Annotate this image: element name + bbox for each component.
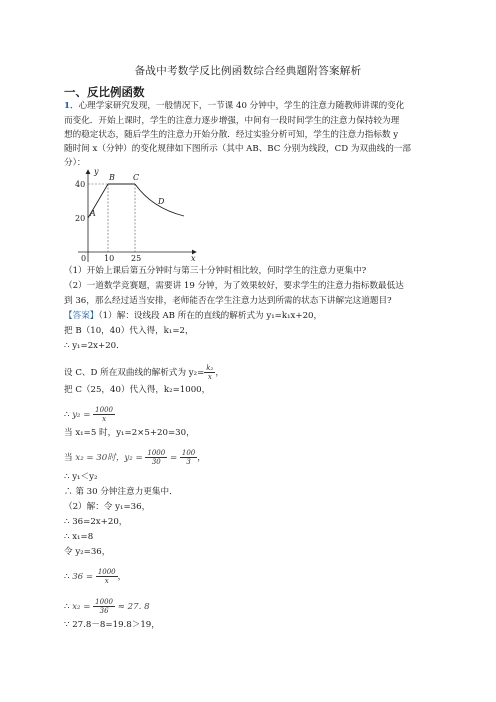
y-tick-label: 20: [75, 214, 86, 223]
fraction-denominator: x: [102, 415, 107, 423]
answer-text: 令 y₂=36，: [64, 547, 111, 557]
fraction-numerator: 100: [181, 449, 196, 457]
fraction-numerator: 1000: [147, 449, 166, 457]
sub-question: （2）一道数学竞赛题，需要讲 19 分钟，为了效果较好，要求学生的注意力指标数最低达: [64, 281, 404, 291]
question-text: 想的稳定状态，随后学生的注意力开始分散．经过实验分析可知，学生的注意力指标数 y: [64, 130, 399, 140]
answer-text: （1）解：设线段 AB 所在的直线的解析式为 y₁=k₁x+20，: [98, 311, 323, 321]
fraction: [180, 449, 197, 466]
fraction-numerator: 1000: [95, 406, 113, 414]
answer-text: ，: [197, 453, 206, 463]
fraction-numerator: k₂: [206, 364, 214, 372]
question-text: 心理学家研究发现，一般情况下，一节课 40 分钟中，学生的注意力随教师讲课的变化: [78, 101, 405, 111]
attention-graph: [72, 166, 202, 266]
section-heading: 一、反比例函数: [64, 85, 145, 99]
answer-line: [64, 449, 206, 466]
y-axis-label: y: [94, 167, 99, 176]
question-text: 而变化．开始上课时，学生的注意力逐步增强，中间有一段时间学生的注意力保持较为理: [64, 116, 400, 126]
x-tick-label: 10: [104, 254, 115, 263]
question-text: 分）：: [64, 158, 86, 168]
fraction-numerator: 1000: [95, 598, 113, 606]
question-number: 1．: [64, 101, 79, 111]
point-label: C: [133, 173, 140, 182]
fraction: [93, 598, 115, 615]
answer-text: ∴ x₁=8: [64, 532, 94, 542]
answer-text: ∴ 第 30 分钟注意力更集中．: [64, 487, 178, 497]
point-label: A: [90, 209, 96, 218]
fraction: [204, 364, 215, 381]
answer-line: [64, 598, 150, 615]
fraction-numerator: 1000: [97, 568, 116, 576]
answer-text: ∴: [64, 572, 70, 582]
x-tick-label: 25: [131, 254, 142, 263]
fraction-denominator: 30: [151, 458, 161, 466]
equation-text: x₂ =: [72, 602, 91, 612]
equation-text: 36 =: [72, 572, 94, 582]
equation-text: ≈ 27. 8: [117, 602, 150, 612]
fraction-denominator: x: [207, 373, 212, 381]
equation-text: x₂ = 30时，y₂ =: [75, 453, 143, 463]
answer-text: ，: [215, 368, 224, 378]
fraction-denominator: 36: [99, 607, 109, 615]
answer-line: [64, 406, 115, 423]
x-axis-label: x: [191, 254, 196, 263]
equation-text: =: [169, 453, 178, 463]
answer-line: [64, 568, 126, 585]
answer-tag: 【答案】: [64, 311, 99, 321]
sub-question: 到 36，那么经过适当安排，老师能否在学生注意力达到所需的状态下讲解完这道题目?: [64, 296, 392, 306]
sub-question: （1）开始上课后第五分钟时与第三十分钟时相比较，何时学生的注意力更集中?: [64, 266, 367, 276]
question-text: 随时间 x（分钟）的变化规律如下图所示（其中 AB、BC 分别为线段，CD 为双曲线的一部: [64, 144, 411, 154]
answer-text: ∴ y₁＜y₂: [64, 472, 98, 482]
answer-text: ∴: [64, 602, 70, 612]
fraction: [96, 568, 118, 585]
question-line: [64, 101, 404, 112]
point-label: B: [109, 173, 115, 182]
answer-text: 把 C（25，40）代入得，k₂=1000，: [64, 385, 211, 395]
answer-text: 把 B（10，40）代入得，k₁=2，: [64, 326, 194, 336]
answer-text: ，: [117, 572, 127, 582]
answer-text: 设 C、D 所在双曲线的解析式为 y₂=: [64, 368, 205, 378]
fraction-denominator: 3: [186, 458, 191, 466]
fraction-denominator: x: [104, 577, 109, 585]
answer-line: [64, 364, 224, 381]
answer-text: ∵ 27.8－8=19.8＞19，: [64, 620, 160, 630]
equation-text: y₂ =: [72, 410, 91, 420]
answer-text: ∴ y₁=2x+20．: [64, 341, 125, 351]
answer-text: 当 x₁=5 时，y₁=2×5+20=30，: [64, 428, 195, 438]
answer-text: ∴: [64, 410, 70, 420]
fraction: [145, 449, 167, 466]
x-tick-label: 0: [81, 254, 87, 263]
page-title: 备战中考数学反比例函数综合经典题附答案解析: [134, 65, 362, 77]
point-label: D: [158, 197, 165, 206]
answer-text: 当: [64, 453, 73, 463]
answer-line: [64, 311, 322, 322]
answer-text: （2）解：令 y₁=36，: [64, 502, 151, 512]
answer-text: ∴ 36=2x+20，: [64, 517, 128, 527]
y-tick-label: 40: [75, 180, 86, 189]
fraction: [93, 406, 115, 423]
